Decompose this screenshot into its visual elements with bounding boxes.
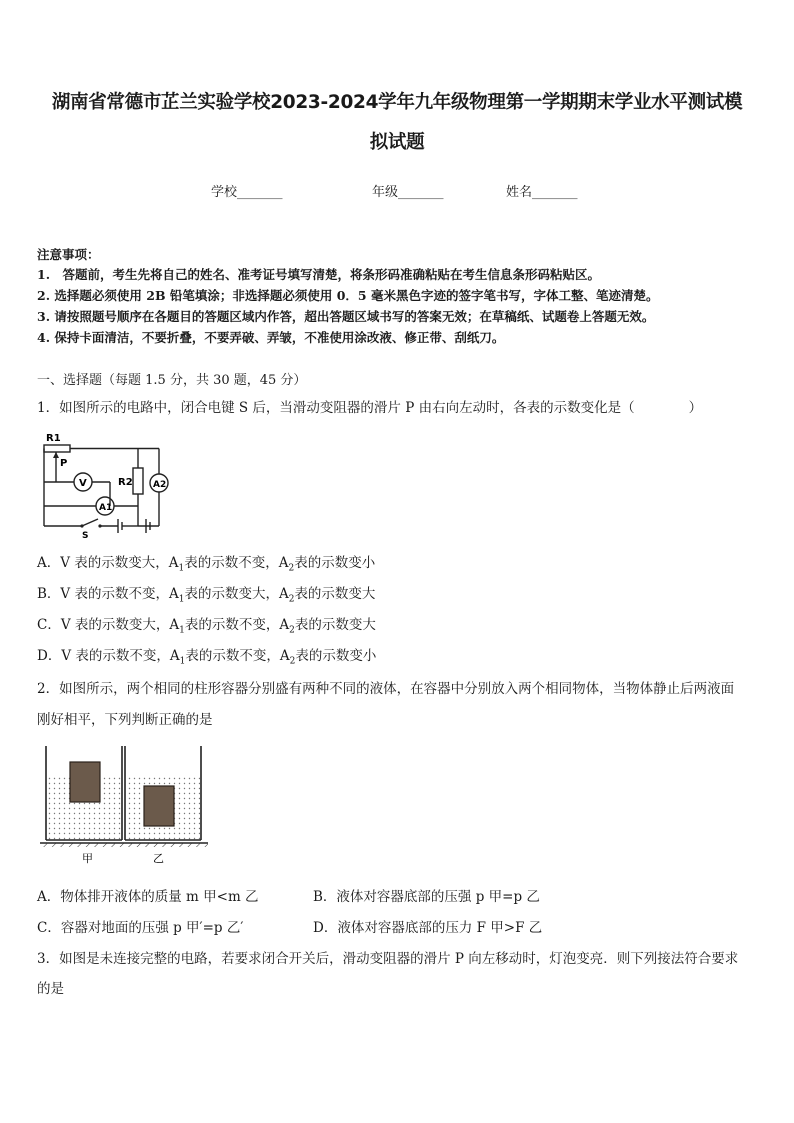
question-2-stem-line1: 2．如图所示，两个相同的柱形容器分别盛有两种不同的液体，在容器中分别放入两个相同物体，当物体静止后两液面 bbox=[37, 681, 735, 697]
object-block-left bbox=[70, 762, 100, 802]
question-1-option-d: D．V 表的示数不变，$A_1$表的示数不变，$A_2$表的示数变小 bbox=[37, 648, 377, 667]
label-v: V bbox=[79, 478, 87, 489]
notice-item: 4. 保持卡面清洁，不要折叠，不要弄破、弄皱，不准使用涂改液、修正带、刮纸刀。 bbox=[37, 330, 505, 345]
notice-item: 3. 请按照题号顺序在各题目的答题区域内作答，超出答题区域书写的答案无效；在草稿纸、试题卷上答题无效。 bbox=[37, 309, 655, 324]
notice-item: 1. 答题前，考生先将自己的姓名、准考证号填写清楚，将条形码准确粘贴在考生信息条形码粘贴区。 bbox=[37, 267, 601, 282]
label-r1: R1 bbox=[46, 433, 61, 444]
question-1-stem: 1．如图所示的电路中，闭合电键 S 后，当滑动变阻器的滑片 P 由右向左动时，各表的示数变化是（ ） bbox=[37, 400, 703, 416]
question-2-option-b: B．液体对容器底部的压强 p 甲=p 乙 bbox=[313, 889, 540, 905]
question-2-option-d: D．液体对容器底部的压力 F 甲>F 乙 bbox=[313, 920, 543, 936]
question-1-option-a: A．V 表的示数变大，$A_1$表的示数不变，$A_2$表的示数变小 bbox=[37, 555, 376, 574]
question-1-option-c: C．V 表的示数变大，$A_1$表的示数不变，$A_2$表的示数变大 bbox=[37, 617, 376, 636]
containers-diagram-q2 bbox=[38, 742, 210, 866]
object-block-right bbox=[144, 786, 174, 826]
question-3-stem-line2: 的是 bbox=[37, 981, 64, 997]
label-a1: A1 bbox=[99, 503, 113, 513]
question-2-option-a: A．物体排开液体的质量 m 甲<m 乙 bbox=[37, 889, 259, 905]
label-s: S bbox=[82, 531, 89, 540]
label-yi: 乙 bbox=[153, 852, 164, 865]
page-title-line2: 拟试题 bbox=[369, 132, 425, 153]
question-2-stem-line2: 刚好相平，下列判断正确的是 bbox=[37, 712, 213, 728]
label-r2: R2 bbox=[118, 477, 133, 488]
name-field: 姓名_______ bbox=[506, 185, 578, 200]
label-jia: 甲 bbox=[82, 852, 93, 865]
notice-item: 2. 选择题必须使用 2B 铅笔填涂；非选择题必须使用 0．5 毫米黑色字迹的签字笔书写，字体工整、笔迹清楚。 bbox=[37, 288, 659, 303]
label-a2: A2 bbox=[153, 480, 167, 490]
question-2-option-c: C．容器对地面的压强 p 甲′=p 乙′ bbox=[37, 920, 244, 936]
section-heading: 一、选择题（每题 1.5 分，共 30 题，45 分） bbox=[37, 373, 307, 388]
question-3-stem-line1: 3．如图是未连接完整的电路，若要求闭合开关后，滑动变阻器的滑片 P 向左移动时，灯泡变亮．则下列接法符合要求 bbox=[37, 951, 739, 967]
label-p: P bbox=[60, 458, 68, 469]
notice-heading: 注意事项： bbox=[37, 247, 100, 262]
circuit-diagram-q1 bbox=[38, 430, 178, 540]
page-title-line1: 湖南省常德市芷兰实验学校2023-2024学年九年级物理第一学期期末学业水平测试模 bbox=[51, 92, 743, 113]
school-field: 学校_______ bbox=[211, 185, 283, 200]
question-1-option-b: B．V 表的示数不变，$A_1$表的示数变大，$A_2$表的示数变大 bbox=[37, 586, 376, 605]
grade-field: 年级_______ bbox=[372, 185, 444, 200]
